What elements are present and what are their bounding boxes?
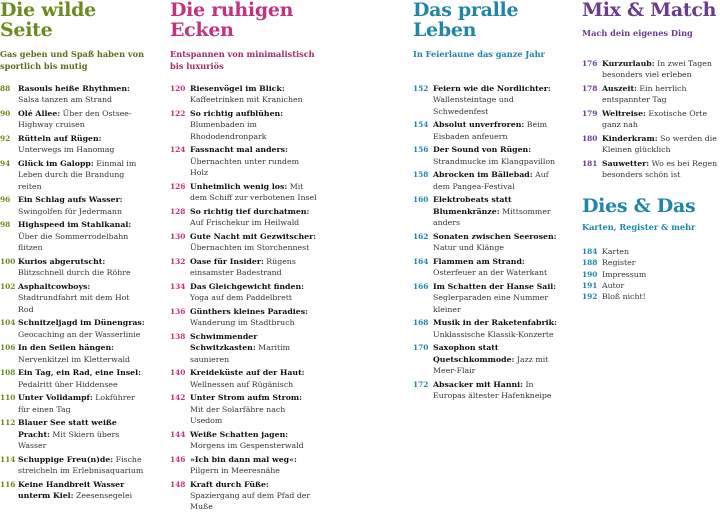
entry-text [18, 342, 145, 365]
page-number: 152 [413, 84, 429, 93]
entry-heading: Schuppige Freu(n)de: [18, 454, 114, 464]
section-subtitle: Gas geben und Spaß haben von sportlich bis mutig [0, 49, 145, 71]
entry-heading: Gute Nacht mit Gezwitscher: [190, 231, 317, 241]
page-number: 192 [582, 292, 598, 302]
toc-entry [582, 133, 720, 156]
page-number: 144 [170, 429, 186, 439]
toc-entry [582, 83, 720, 106]
entry-heading: In den Seilen hängen: [18, 343, 115, 353]
entry-text [433, 119, 561, 142]
page-number: 184 [582, 246, 598, 256]
entry-description: Mit Skiern übers Wasser [18, 429, 120, 451]
entry-heading: Unter Strom aufm Strom: [190, 393, 303, 403]
page-number: 120 [170, 84, 186, 93]
toc-entry [0, 219, 145, 253]
entry-description: Maritim saunieren [190, 343, 291, 364]
entry-text [433, 281, 561, 315]
page-number: 172 [413, 379, 429, 389]
page-number: 178 [582, 84, 598, 93]
toc-entry [170, 479, 318, 513]
toc-entry [0, 194, 145, 217]
entry-heading: Kurzurlaub: [602, 59, 655, 68]
entry-text [433, 256, 561, 279]
toc-entry [582, 291, 720, 302]
toc-entry [170, 367, 318, 390]
section-subtitle: In Feierlaune das ganze Jahr [413, 49, 545, 59]
toc-entry [582, 280, 720, 291]
entry-text [602, 246, 720, 257]
entry-heading: Abrocken im Bällebad: [433, 170, 533, 180]
entry-description: Pedalritt über Hiddensee [18, 379, 118, 389]
toc-entry [0, 417, 145, 451]
section-title: Die ruhigen Ecken [170, 0, 294, 41]
entry-heading: Keine Handbreit Wasser unterm Kiel: [18, 479, 125, 501]
entry-description: So werden die Kleinen glücklich [602, 134, 717, 155]
entry-heading: Glück im Galopp: [18, 159, 94, 168]
page-number: 166 [413, 281, 429, 291]
entry-description: Impressum [602, 269, 647, 279]
entry-heading: Olé Allee: [18, 109, 61, 118]
toc-list [413, 83, 561, 401]
page-number: 148 [170, 479, 186, 489]
toc-entry [170, 231, 318, 254]
entry-heading: Kreideküste auf der Haut: [190, 368, 305, 378]
entry-description: Mit der Solarfähre nach Usedom [190, 404, 286, 426]
entry-description: Bloß nicht! [602, 292, 646, 302]
toc-entry [413, 281, 561, 315]
entry-text [433, 144, 561, 167]
entry-description: Übernachten im Storchennest [190, 243, 310, 253]
toc-entry [0, 133, 145, 156]
entry-description: Kaffeetrinken mit Kranichen [190, 95, 303, 105]
entry-text [433, 194, 561, 228]
toc-entry [582, 269, 720, 280]
entry-heading: Blauer See statt weiße Pracht: [18, 418, 117, 439]
entry-description: Register [602, 258, 636, 268]
entry-text [602, 280, 720, 291]
entry-text [190, 281, 318, 304]
entry-heading: Unter Volldampf: [18, 393, 93, 403]
entry-description: Über den Ostsee-Highway cruisen [18, 109, 132, 130]
entry-description: Swingolfen für Jedermann [18, 206, 122, 216]
entry-heading: So richtig tief durchatmen: [190, 206, 310, 216]
entry-text [190, 479, 318, 513]
page-number: 134 [170, 281, 186, 291]
entry-description: Beim Eisbaden anfeuern [433, 120, 547, 141]
page-number: 106 [0, 343, 16, 353]
toc-entry [582, 257, 720, 268]
section-die-wilde-seite [0, 0, 145, 501]
entry-heading: Absacker mit Hanni: [433, 379, 523, 389]
page-number: 122 [170, 109, 186, 118]
entry-description: Übernachten unter rundem Holz [190, 156, 299, 178]
entry-description: Unklassische Klassik-Konzerte [433, 329, 554, 339]
toc-entry [170, 144, 318, 178]
entry-heading: Asphaltcowboys: [18, 281, 91, 291]
entry-description: Fische streicheln im Erlebnisaquarium [18, 454, 144, 476]
entry-heading: »Ich bin dann mal weg«: [190, 454, 297, 464]
entry-description: Ein herrlich entspannter Tag [602, 84, 687, 105]
entry-text [18, 417, 145, 451]
entry-description: In zwei Tagen besonders viel erleben [602, 59, 712, 80]
page-number: 162 [413, 231, 429, 241]
entry-description: Wallensteintage und Schwedenfest [433, 95, 514, 116]
entry-text [18, 281, 145, 315]
entry-text [190, 256, 318, 279]
toc-entry [0, 158, 145, 192]
entry-heading: Unheimlich wenig los: [190, 181, 288, 191]
toc-entry [170, 331, 318, 365]
entry-heading: Absolut unverfroren: [433, 120, 525, 130]
entry-text [602, 108, 720, 131]
entry-text [433, 317, 561, 340]
page-number: 124 [170, 145, 186, 155]
page-number: 188 [582, 258, 598, 268]
toc-entry [170, 108, 318, 142]
entry-heading: Weltreise: [602, 109, 646, 118]
entry-text [190, 231, 318, 254]
entry-description: Auf Frischekur im Heilwald [190, 218, 300, 228]
page-number: 98 [0, 220, 11, 230]
entry-text [18, 392, 145, 415]
entry-text [602, 83, 720, 106]
toc-entry [0, 367, 145, 390]
entry-description: Geocaching an der Wasserlinie [18, 329, 141, 339]
section-subtitle: Mach dein eigenes Ding [582, 28, 693, 38]
toc-entry [413, 342, 561, 376]
toc-entry [582, 108, 720, 131]
toc-entry [0, 342, 145, 365]
page-number: 140 [170, 368, 186, 378]
page-number: 128 [170, 206, 186, 216]
section-title: Das pralle Leben [413, 0, 519, 41]
entry-description: Seglerparaden eine Nummer kleiner [433, 293, 549, 314]
entry-description: Wanderung im Stadtbruch [190, 318, 295, 328]
page-number: 156 [413, 145, 429, 155]
toc-entry [0, 83, 145, 106]
toc-entry [582, 58, 720, 81]
entry-description: Lokführer für einen Tag [18, 393, 135, 414]
toc-entry [0, 479, 145, 502]
page-number: 100 [0, 256, 16, 266]
page-number: 158 [413, 170, 429, 180]
page-number: 142 [170, 393, 186, 403]
entry-text [433, 379, 561, 402]
page-number: 176 [582, 59, 598, 68]
entry-heading: Im Schatten der Hanse Sail: [433, 281, 557, 291]
section-subtitle: Karten, Register & mehr [582, 221, 696, 232]
entry-text [190, 367, 318, 390]
section-subtitle: Entspannen von minimalistisch bis luxuriös [170, 49, 315, 71]
page-number: 104 [0, 318, 16, 328]
toc-entry [0, 454, 145, 477]
entry-text [602, 58, 720, 81]
toc-entry [170, 281, 318, 304]
toc-entry [582, 246, 720, 257]
page-number: 96 [0, 195, 11, 205]
toc-entry [170, 181, 318, 204]
entry-heading: Rasouls heiße Rhythmen: [18, 84, 130, 93]
page-number: 110 [0, 393, 16, 403]
entry-heading: Feiern wie die Nordlichter: [433, 84, 551, 93]
toc-entry [413, 144, 561, 167]
entry-heading: Kurios abgerutscht: [18, 256, 106, 266]
page-number: 180 [582, 134, 598, 143]
entry-text [18, 83, 145, 106]
entry-text [602, 158, 720, 181]
toc-entry [170, 454, 318, 477]
entry-text [18, 317, 145, 340]
entry-heading: Highspeed im Stahlkanal: [18, 220, 132, 230]
entry-description: Osterfeuer an der Waterkant [433, 268, 548, 278]
entry-description: Rügens einsamster Badestrand [190, 256, 296, 278]
toc-entry [170, 83, 318, 106]
entry-heading: Kraft durch Füße: [190, 479, 269, 489]
page-number: 190 [582, 269, 598, 279]
entry-description: Natur und Klänge [433, 243, 504, 253]
entry-heading: Das Gleichgewicht finden: [190, 281, 304, 291]
entry-description: Einmal im Leben durch die Brandung reiten [18, 159, 137, 191]
entry-text [433, 231, 561, 254]
entry-description: Über die Sommerrodelbahn flitzen [18, 231, 129, 253]
page-number: 90 [0, 109, 11, 118]
entry-heading: Weiße Schatten jagen: [190, 429, 289, 439]
entry-description: Karten [602, 246, 629, 256]
entry-heading: Sonaten zwischen Seerosen: [433, 231, 557, 241]
page-number: 102 [0, 281, 16, 291]
entry-description: Auf dem Pangea-Festival [433, 170, 549, 191]
toc-entry [413, 256, 561, 279]
entry-heading: Elektrobeats statt Blumenkränze: [433, 195, 512, 216]
entry-heading: Oase für Insider: [190, 256, 264, 266]
section-mix-and-match [582, 0, 720, 303]
section-das-pralle-leben [413, 0, 561, 401]
page-number: 170 [413, 343, 429, 353]
page-number: 88 [0, 84, 11, 93]
entry-description: Nervenkitzel im Kletterwald [18, 354, 130, 364]
toc-entry [170, 206, 318, 229]
toc-entry [413, 83, 561, 117]
entry-text [190, 144, 318, 178]
entry-heading: Rütteln auf Rügen: [18, 134, 102, 143]
entry-text [18, 367, 145, 390]
entry-heading: Sauwetter: [602, 159, 650, 168]
section-title: Mix & Match [582, 0, 717, 21]
toc-entry [413, 119, 561, 142]
entry-description: Blitzschnell durch die Röhre [18, 268, 131, 278]
toc-entry [0, 256, 145, 279]
page-number: 112 [0, 418, 16, 428]
entry-text [18, 194, 145, 217]
toc-list [582, 58, 720, 181]
entry-heading: Riesenvögel im Blick: [190, 84, 285, 93]
entry-text [190, 429, 318, 452]
toc-entry [170, 256, 318, 279]
entry-text [190, 306, 318, 329]
toc-entry [0, 281, 145, 315]
page-number: 154 [413, 120, 429, 130]
entry-text [190, 206, 318, 229]
entry-heading: Der Sound von Rügen: [433, 145, 532, 155]
entry-heading: Fassnacht mal anders: [190, 145, 288, 155]
toc-entry [170, 306, 318, 329]
entry-text [18, 133, 145, 156]
entry-text [433, 169, 561, 192]
entry-text [602, 269, 720, 280]
page-number: 92 [0, 134, 11, 143]
entry-heading: Schwimmender Schwitzkasten: [190, 331, 258, 353]
page-number: 146 [170, 454, 186, 464]
entry-text [433, 342, 561, 376]
toc-entry [0, 392, 145, 415]
entry-description: Zeesensegelei [73, 491, 133, 501]
entry-description: Spaziergang auf dem Pfad der Muße [190, 491, 311, 512]
section-dies-und-das [582, 196, 720, 303]
page-number: 126 [170, 181, 186, 191]
entry-heading: Schnitzeljagd im Dünengras: [18, 318, 145, 328]
entry-text [18, 479, 145, 502]
entry-text [18, 158, 145, 192]
page-number: 108 [0, 368, 16, 378]
section-title: Die wilde Seite [0, 0, 96, 41]
section-die-ruhigen-ecken [170, 0, 318, 513]
toc-entry [0, 317, 145, 340]
page-number: 138 [170, 331, 186, 341]
toc-entry [170, 429, 318, 452]
entry-description: Wo es bei Regen besonders schön ist [602, 159, 718, 180]
toc-entry [413, 194, 561, 228]
toc-entry [0, 108, 145, 131]
toc-entry [413, 379, 561, 402]
entry-text [190, 108, 318, 142]
entry-text [18, 108, 145, 131]
entry-heading: Ein Tag, ein Rad, eine Insel: [18, 368, 141, 378]
entry-description: Stadtrundfahrt mit dem Hot Rod [18, 293, 130, 314]
page-number: 164 [413, 256, 429, 266]
entry-text [190, 454, 318, 477]
page-number: 168 [413, 318, 429, 328]
entry-text [602, 257, 720, 268]
entry-heading: Kinderkram: [602, 134, 658, 143]
entry-description: Autor [602, 281, 625, 291]
entry-description: Yoga auf dem Paddelbrett [190, 293, 293, 303]
page-number: 160 [413, 195, 429, 205]
entry-text [18, 219, 145, 253]
entry-description: Unterwegs im Hanomag [18, 145, 115, 155]
entry-heading: Günthers kleines Paradies: [190, 306, 308, 316]
entry-description: Mit dem Schiff zur verbotenen Insel [190, 181, 317, 203]
toc-entry [582, 158, 720, 181]
entry-text [190, 331, 318, 365]
page-number: 136 [170, 306, 186, 316]
toc-list [582, 246, 720, 303]
entry-text [433, 83, 561, 117]
toc-entry [170, 392, 318, 426]
entry-description: Blumenbaden im Rhododendronpark [190, 120, 267, 141]
page-number: 179 [582, 109, 598, 118]
toc-list [170, 83, 318, 513]
page-number: 114 [0, 454, 16, 464]
entry-description: Strandmucke im Klangpavillon [433, 156, 556, 166]
page-number: 94 [0, 159, 11, 168]
entry-heading: Flammen am Strand: [433, 256, 525, 266]
section-title: Dies & Das [582, 194, 696, 217]
entry-description: Jazz mit Meer-Flair [433, 354, 549, 376]
page-number: 181 [582, 159, 598, 168]
page-number: 132 [170, 256, 186, 266]
toc-entry [413, 169, 561, 192]
entry-description: In Europas ältester Hafenkneipe [433, 379, 552, 401]
entry-heading: So richtig aufblühen: [190, 109, 284, 118]
entry-description: Mittsommer anders [433, 206, 551, 228]
toc-entry [413, 317, 561, 340]
entry-description: Exotische Orte ganz nah [602, 109, 708, 130]
entry-heading: Saxophon statt Quetschkommode: [433, 343, 515, 364]
entry-text [18, 454, 145, 477]
page-number: 116 [0, 479, 16, 489]
page-number: 130 [170, 231, 186, 241]
entry-description: Salsa tanzen am Strand [18, 95, 113, 105]
entry-heading: Musik in der Raketenfabrik: [433, 318, 557, 328]
entry-description: Wellnessen auf Rügänisch [190, 379, 294, 389]
toc-list [0, 83, 145, 501]
entry-heading: Ein Schlag aufs Wasser: [18, 195, 123, 205]
entry-text [190, 181, 318, 204]
entry-text [18, 256, 145, 279]
entry-text [190, 392, 318, 426]
entry-text [602, 291, 720, 302]
entry-description: Pilgern in Meeresnähe [190, 466, 280, 476]
toc-entry [413, 231, 561, 254]
entry-description: Morgens im Gespensterwald [190, 441, 304, 451]
entry-text [602, 133, 720, 156]
page-number: 191 [582, 281, 598, 291]
entry-text [190, 83, 318, 106]
entry-heading: Auszeit: [602, 84, 637, 93]
